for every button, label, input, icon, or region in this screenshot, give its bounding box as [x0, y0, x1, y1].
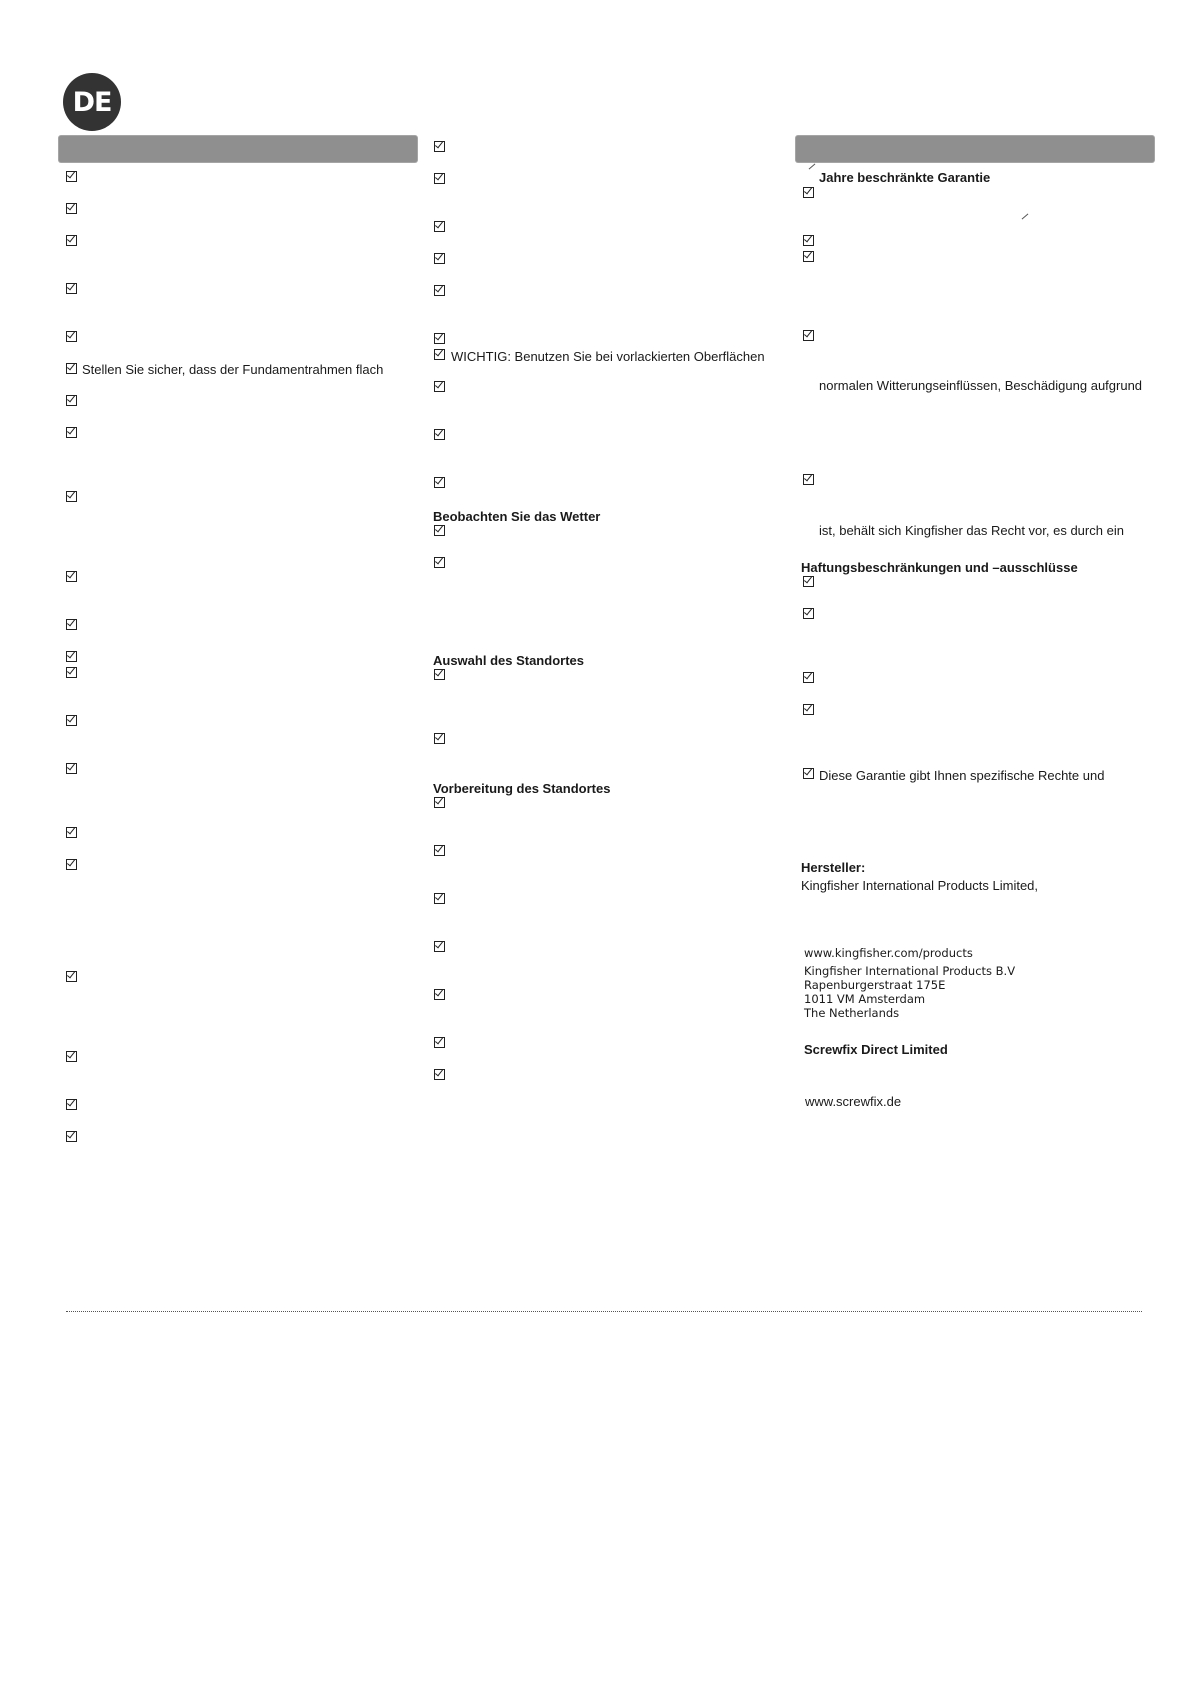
- kingfisher-website: www.kingfisher.com/products: [804, 946, 973, 960]
- checkbox-icon: [66, 363, 77, 374]
- address-line: 1011 VM Amsterdam: [804, 992, 926, 1006]
- warranty-text-1: normalen Witterungseinflüssen, Beschädigung aufgrund: [819, 378, 1143, 393]
- checkbox-icon: [66, 1131, 77, 1142]
- checkbox-icon: [66, 427, 77, 438]
- checkbox-icon: [66, 667, 77, 678]
- checkbox-icon: [803, 251, 814, 262]
- checkbox-icon: [434, 349, 445, 360]
- checkbox-icon: [803, 330, 814, 341]
- checkbox-icon: [66, 651, 77, 662]
- checkbox-icon: [66, 171, 77, 182]
- checkbox-icon: [66, 1099, 77, 1110]
- language-badge: DE: [63, 73, 121, 131]
- checkbox-icon: [434, 893, 445, 904]
- weather-heading: Beobachten Sie das Wetter: [433, 509, 601, 524]
- checkbox-icon: [434, 989, 445, 1000]
- dotted-separator: [66, 1311, 1142, 1312]
- checkbox-icon: [66, 395, 77, 406]
- address-line: Rapenburgerstraat 175E: [804, 978, 946, 992]
- checkbox-icon: [434, 141, 445, 152]
- liability-heading: Haftungsbeschränkungen und –ausschlüsse: [801, 560, 1078, 575]
- checkbox-icon: [66, 235, 77, 246]
- screwfix-website: www.screwfix.de: [805, 1094, 902, 1109]
- checkbox-icon: [803, 608, 814, 619]
- checkbox-icon: [434, 221, 445, 232]
- checkbox-icon: [434, 333, 445, 344]
- checkbox-icon: [434, 1037, 445, 1048]
- checkbox-icon: [434, 429, 445, 440]
- checkbox-icon: [66, 571, 77, 582]
- checkbox-icon: [434, 669, 445, 680]
- checkbox-icon: [803, 576, 814, 587]
- checkbox-icon: [434, 477, 445, 488]
- section-header-bar-right: [796, 136, 1154, 162]
- manufacturer-label: Hersteller:: [801, 860, 866, 875]
- checkbox-icon: [434, 557, 445, 568]
- checkbox-icon: [434, 525, 445, 536]
- checkbox-icon: [803, 704, 814, 715]
- manufacturer-name: Kingfisher International Products Limited,: [801, 878, 1039, 893]
- checkbox-icon: [66, 715, 77, 726]
- checkbox-icon: [434, 733, 445, 744]
- checkbox-icon: [66, 1051, 77, 1062]
- checkbox-icon: [434, 845, 445, 856]
- checkbox-icon: [803, 474, 814, 485]
- checkbox-icon: [66, 203, 77, 214]
- checkbox-icon: [66, 859, 77, 870]
- section-header-bar-left: [59, 136, 417, 162]
- pen-mark: [1022, 214, 1029, 220]
- checkbox-icon: [803, 187, 814, 198]
- checkbox-icon: [66, 619, 77, 630]
- checkbox-icon: [66, 491, 77, 502]
- pen-mark: [809, 164, 816, 170]
- preparation-heading: Vorbereitung des Standortes: [433, 781, 611, 796]
- location-heading: Auswahl des Standortes: [433, 653, 584, 668]
- checkbox-icon: [434, 173, 445, 184]
- checkbox-icon: [434, 797, 445, 808]
- checkbox-icon: [434, 941, 445, 952]
- column1-item-text: Stellen Sie sicher, dass der Fundamentrahmen flach: [82, 362, 384, 377]
- warranty-title: Jahre beschränkte Garantie: [819, 170, 991, 185]
- checkbox-icon: [434, 381, 445, 392]
- checkbox-icon: [66, 763, 77, 774]
- checkbox-icon: [66, 971, 77, 982]
- checkbox-icon: [803, 235, 814, 246]
- warranty-text-2: ist, behält sich Kingfisher das Recht vor, es durch ein: [819, 523, 1124, 538]
- distributor-name: Screwfix Direct Limited: [804, 1042, 948, 1057]
- checkbox-icon: [66, 283, 77, 294]
- column2-item-text: WICHTIG: Benutzen Sie bei vorlackierten Oberflächen: [451, 349, 765, 364]
- rights-text: Diese Garantie gibt Ihnen spezifische Rechte und: [819, 768, 1105, 783]
- checkbox-icon: [66, 827, 77, 838]
- address-line: Kingfisher International Products B.V: [804, 964, 1016, 978]
- checkbox-icon: [803, 768, 814, 779]
- checkbox-icon: [434, 1069, 445, 1080]
- checkbox-icon: [803, 672, 814, 683]
- checkbox-icon: [434, 253, 445, 264]
- checkbox-icon: [66, 331, 77, 342]
- address-line: The Netherlands: [804, 1006, 900, 1020]
- checkbox-icon: [434, 285, 445, 296]
